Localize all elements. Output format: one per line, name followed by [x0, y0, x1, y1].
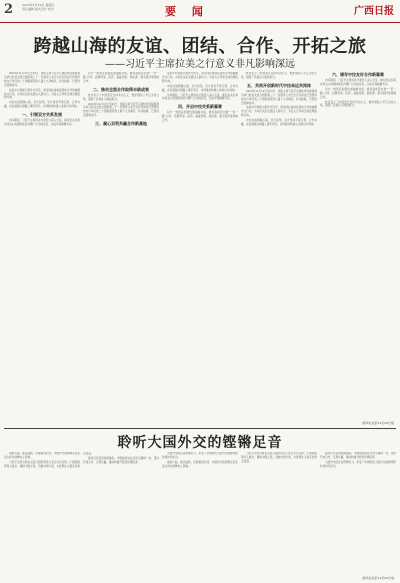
page-number: 2 [4, 2, 14, 17]
article2-body [4, 452, 396, 574]
article2-paragraph: 面对百年变局加速演进，中国始终站在历史正确的一边，坚持开放合作、互利共赢，推动构建开放型世界经济。 [83, 456, 159, 464]
page-footer-credit: 新华社北京11月23日电 [362, 576, 394, 580]
article1-paragraph: 访问期间，习近平主席同各方领导人深入交流，就双边关系和共同关心的国际地区问题广泛交换意见，达成多项重要共识。 [162, 93, 238, 101]
section-title: 要 闻 [165, 5, 209, 18]
article1-paragraph: 中拉友谊跨越山海，历久弥坚。双方坚持平等互利、合作共赢，在发展振兴道路上携手同行，共同推动构建人类命运共同体。 [241, 119, 317, 127]
article1-paragraph: 双方一致同意加强发展战略对接，推进高质量共建“一带一路”合作，拓展贸易、投资、基础设施、新能源、数字经济等领域合作。 [320, 87, 396, 99]
article2-paragraph: 南美大陆，春意盎然。从秘鲁到巴西，中国外交的铿锵足音在亚太和全球舞台上回响。 [162, 460, 238, 468]
article1-paragraph: 2024年11月13日至23日，国家主席习近平应邀出席在秘鲁利马举行的亚太经合组织第三十一次领导人非正式会议和在巴西里约热内卢举行的二十国集团领导人第十九次峰会，并对秘鲁、巴西进行国事访问。 [4, 72, 80, 87]
article1-paragraph: 中拉友谊跨越山海，历久弥坚。双方坚持平等互利、合作共赢，在发展振兴道路上携手同行，共同推动构建人类命运共同体。 [162, 84, 238, 92]
article1-paragraph: 这是中方展现大国外交风范、深化同拉美地区团结合作的重要外交行动，为中拉关系发展注入新动力，为亚太合作和全球治理指明方向。 [162, 72, 238, 83]
section-divider [4, 428, 396, 429]
article1-subhead: 六、谱写中拉友好合作新篇章 [332, 72, 384, 77]
article2-paragraph: 大国外交的足音铿锵有力，彰显了中国特色大国外交的鲜明特色和时代担当。 [162, 452, 238, 459]
article2-paragraph: 习近平主席出席亚太经合组织领导人非正式会议和二十国集团领导人峰会，阐述中国主张，贡献中国方案，为世界注入稳定性和正能量。 [4, 452, 94, 468]
article1-subhead: 一、引领双方关系发展 [22, 112, 62, 118]
article1-subhead: 二、推动全面合作取得丰硕成果 [93, 86, 149, 92]
article1-paragraph: 2024年11月13日至23日，国家主席习近平应邀出席在秘鲁利马举行的亚太经合组织第三十一次领导人非正式会议和在巴西里约热内卢举行的二十国集团领导人第十九次峰会，并对秘鲁、巴西进行国事访问。 [241, 89, 317, 105]
newspaper-masthead: 广西日报 [354, 6, 394, 17]
article1-paragraph: 中拉友谊跨越山海，历久弥坚。双方坚持平等互利、合作共赢，在发展振兴道路上携手同行，共同推动构建人类命运共同体。 [4, 101, 80, 109]
article1-body [4, 72, 396, 426]
article1-paragraph: 此访宣示了中国坚定支持多边主义、维护国际公平正义的立场，展现了负责任大国的担当。 [320, 100, 396, 108]
article1-paragraph: 此访宣示了中国坚定支持多边主义、维护国际公平正义的立场，展现了负责任大国的担当。 [241, 72, 317, 79]
article2-paragraph: 习近平主席出席亚太经合组织领导人非正式会议和二十国集团领导人峰会，阐述中国主张，贡献中国方案，为世界注入稳定性和正能量。 [241, 452, 317, 463]
header-meta [22, 3, 92, 11]
article1-paragraph: 访问期间，习近平主席同各方领导人深入交流，就双边关系和共同关心的国际地区问题广泛交换意见，达成多项重要共识。 [320, 79, 396, 86]
date-line: 2023年5月19日 星期五 [22, 3, 55, 7]
article1-paragraph: 双方一致同意加强发展战略对接，推进高质量共建“一带一路”合作，拓展贸易、投资、基础设施、新能源、数字经济等领域合作。 [162, 111, 238, 123]
article1-paragraph: 这是中方展现大国外交风范、深化同拉美地区团结合作的重要外交行动，为中拉关系发展注入新动力，为亚太合作和全球治理指明方向。 [241, 106, 317, 118]
article2-paragraph: 大国外交的足音铿锵有力，彰显了中国特色大国外交的鲜明特色和时代担当。 [320, 460, 396, 468]
article1-paragraph: 访问期间，习近平主席同各方领导人深入交流，就双边关系和共同关心的国际地区问题广泛交换意见，达成多项重要共识。 [4, 119, 80, 127]
article1-byline: 新华社北京11月23日电 [362, 421, 394, 425]
article1-paragraph: 2024年11月13日至23日，国家主席习近平应邀出席在秘鲁利马举行的亚太经合组织第三十一次领导人非正式会议和在巴西里约热内卢举行的二十国集团领导人第十九次峰会，并对秘鲁、巴西进行国事访问。 [83, 102, 159, 118]
article1-paragraph: 此访宣示了中国坚定支持多边主义、维护国际公平正义的立场，展现了负责任大国的担当。 [83, 93, 159, 101]
article1-paragraph: 这是中方展现大国外交风范、深化同拉美地区团结合作的重要外交行动，为中拉关系发展注入新动力，为亚太合作和全球治理指明方向。 [4, 88, 80, 100]
article2-title: 聆听大国外交的铿锵足音 [117, 435, 283, 451]
article1-title: 跨越山海的友谊、团结、合作、开拓之旅 [33, 36, 367, 57]
article1-subhead: 三、凝心双利共赢合作新高地 [95, 121, 147, 127]
editors-line: 责任编辑 版式设计 校对 [22, 7, 54, 11]
article2-paragraph: 南美大陆，春意盎然。从秘鲁到巴西，中国外交的铿锵足音在亚太和全球舞台上回响。 [4, 452, 80, 459]
page-header [0, 0, 400, 23]
article1-subhead: 五、共同开创新时代中拉命运共同体 [247, 82, 311, 88]
article1-subhead: 四、开启中拉关系新篇章 [178, 104, 222, 110]
article1-subtitle: ——习近平主席拉美之行意义非凡影响深远 [105, 59, 295, 70]
article1-paragraph: 双方一致同意加强发展战略对接，推进高质量共建“一带一路”合作，拓展贸易、投资、基础设施、新能源、数字经济等领域合作。 [83, 72, 159, 83]
article2-paragraph: 面对百年变局加速演进，中国始终站在历史正确的一边，坚持开放合作、互利共赢，推动构建开放型世界经济。 [320, 452, 396, 459]
